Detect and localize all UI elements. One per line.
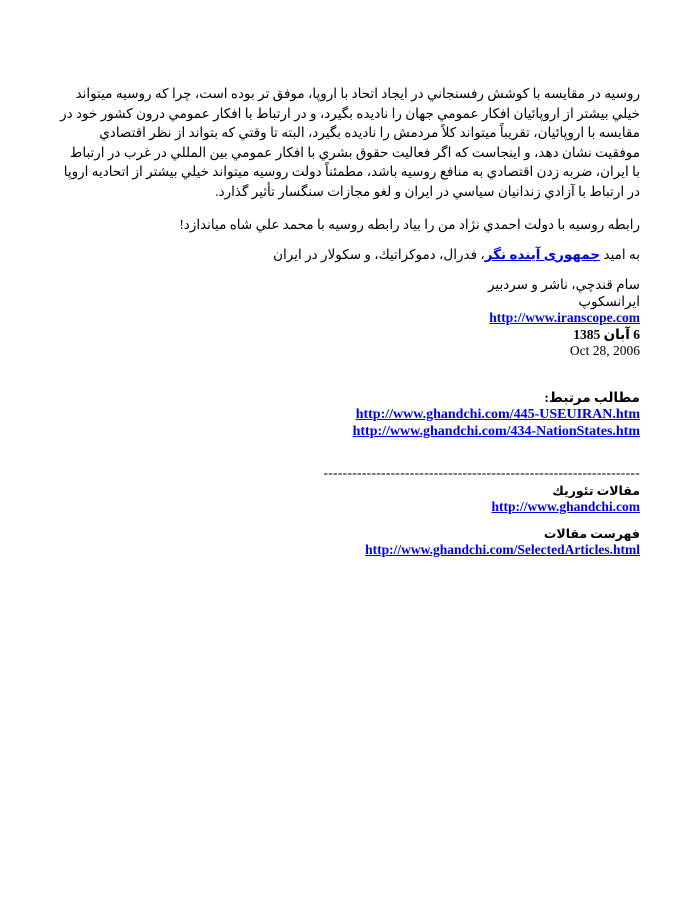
signature-block (60, 277, 640, 360)
paragraph-ahmadinejad-shah: رابطه روسيه با دولت احمدي نژاد من را بياد رابطه روسيه با محمد علي شاه مياندازد! (179, 217, 640, 232)
publication-name: ايرانسكوپ (578, 293, 640, 309)
paragraph-russia-comparison: روسيه در مقايسه با كوشش رفسنجاني در ايجاد اتحاد با اروپا، موفق تر بوده است، چرا كه روسيه ميتواند خيلي بيشتر از اروپائيان افكار عمومي جهان را ناديده بگيرد، و در ارتباط با افكار عمومي درون كشور خود در مقايسه با اروپائيان، تقريباً ميتواند كلاً مردمش را ناديده بگيرد، البته تا وقتي كه بتواند از نظر اقتصادي موفقيت نشان دهد، و اينجاست كه اگر فعاليت حقوق بشري با افكار عمومي بين المللي در غرب در ارتباط با ايران، ضربه زدن اقتصادي به منافع روسيه باشد، مطمئناً دولت روسيه ميتواند خيلي بيشتر از اتحاديه اروپا در ارتباط با آزادي زندانيان سياسي در ايران و لغو مجازات سنگسار تأثير گذارد. (60, 86, 640, 199)
futurist-republic-link[interactable]: جمهوری آينده نگر (484, 246, 601, 262)
date-english: Oct 28, 2006 (569, 343, 640, 358)
hope-line (60, 245, 640, 265)
related-link-useuiran[interactable]: http://www.ghandchi.com/445-USEUIRAN.htm (355, 406, 640, 422)
document-body (60, 0, 640, 559)
iranscope-site-link[interactable]: http://www.iranscope.com (489, 310, 640, 325)
related-articles-heading: مطالب مرتبط: (544, 389, 640, 405)
footer-section-article-index (60, 526, 640, 559)
article-index-label: فهرست مقالات (543, 527, 640, 541)
selected-articles-link[interactable]: http://www.ghandchi.com/SelectedArticles.html (365, 542, 640, 557)
hope-prefix-text: به اميد (600, 246, 640, 262)
hope-suffix-text: ، فدرال، دموكراتيك، و سكولار در ايران (273, 246, 485, 262)
related-link-nationstates[interactable]: http://www.ghandchi.com/434-NationStates.htm (352, 423, 640, 439)
ghandchi-home-link[interactable]: http://www.ghandchi.com (491, 498, 640, 514)
date-persian: 6 آبان 1385 (573, 326, 640, 342)
dashed-divider: ------------------------------------------------------------------ (323, 465, 640, 480)
footer-section-theoretical (60, 483, 640, 516)
related-articles-block (60, 389, 640, 440)
theoretical-articles-label: مقالات تئوريك (552, 483, 640, 498)
author-name: سام قندچي، ناشر و سردبير (487, 277, 640, 292)
